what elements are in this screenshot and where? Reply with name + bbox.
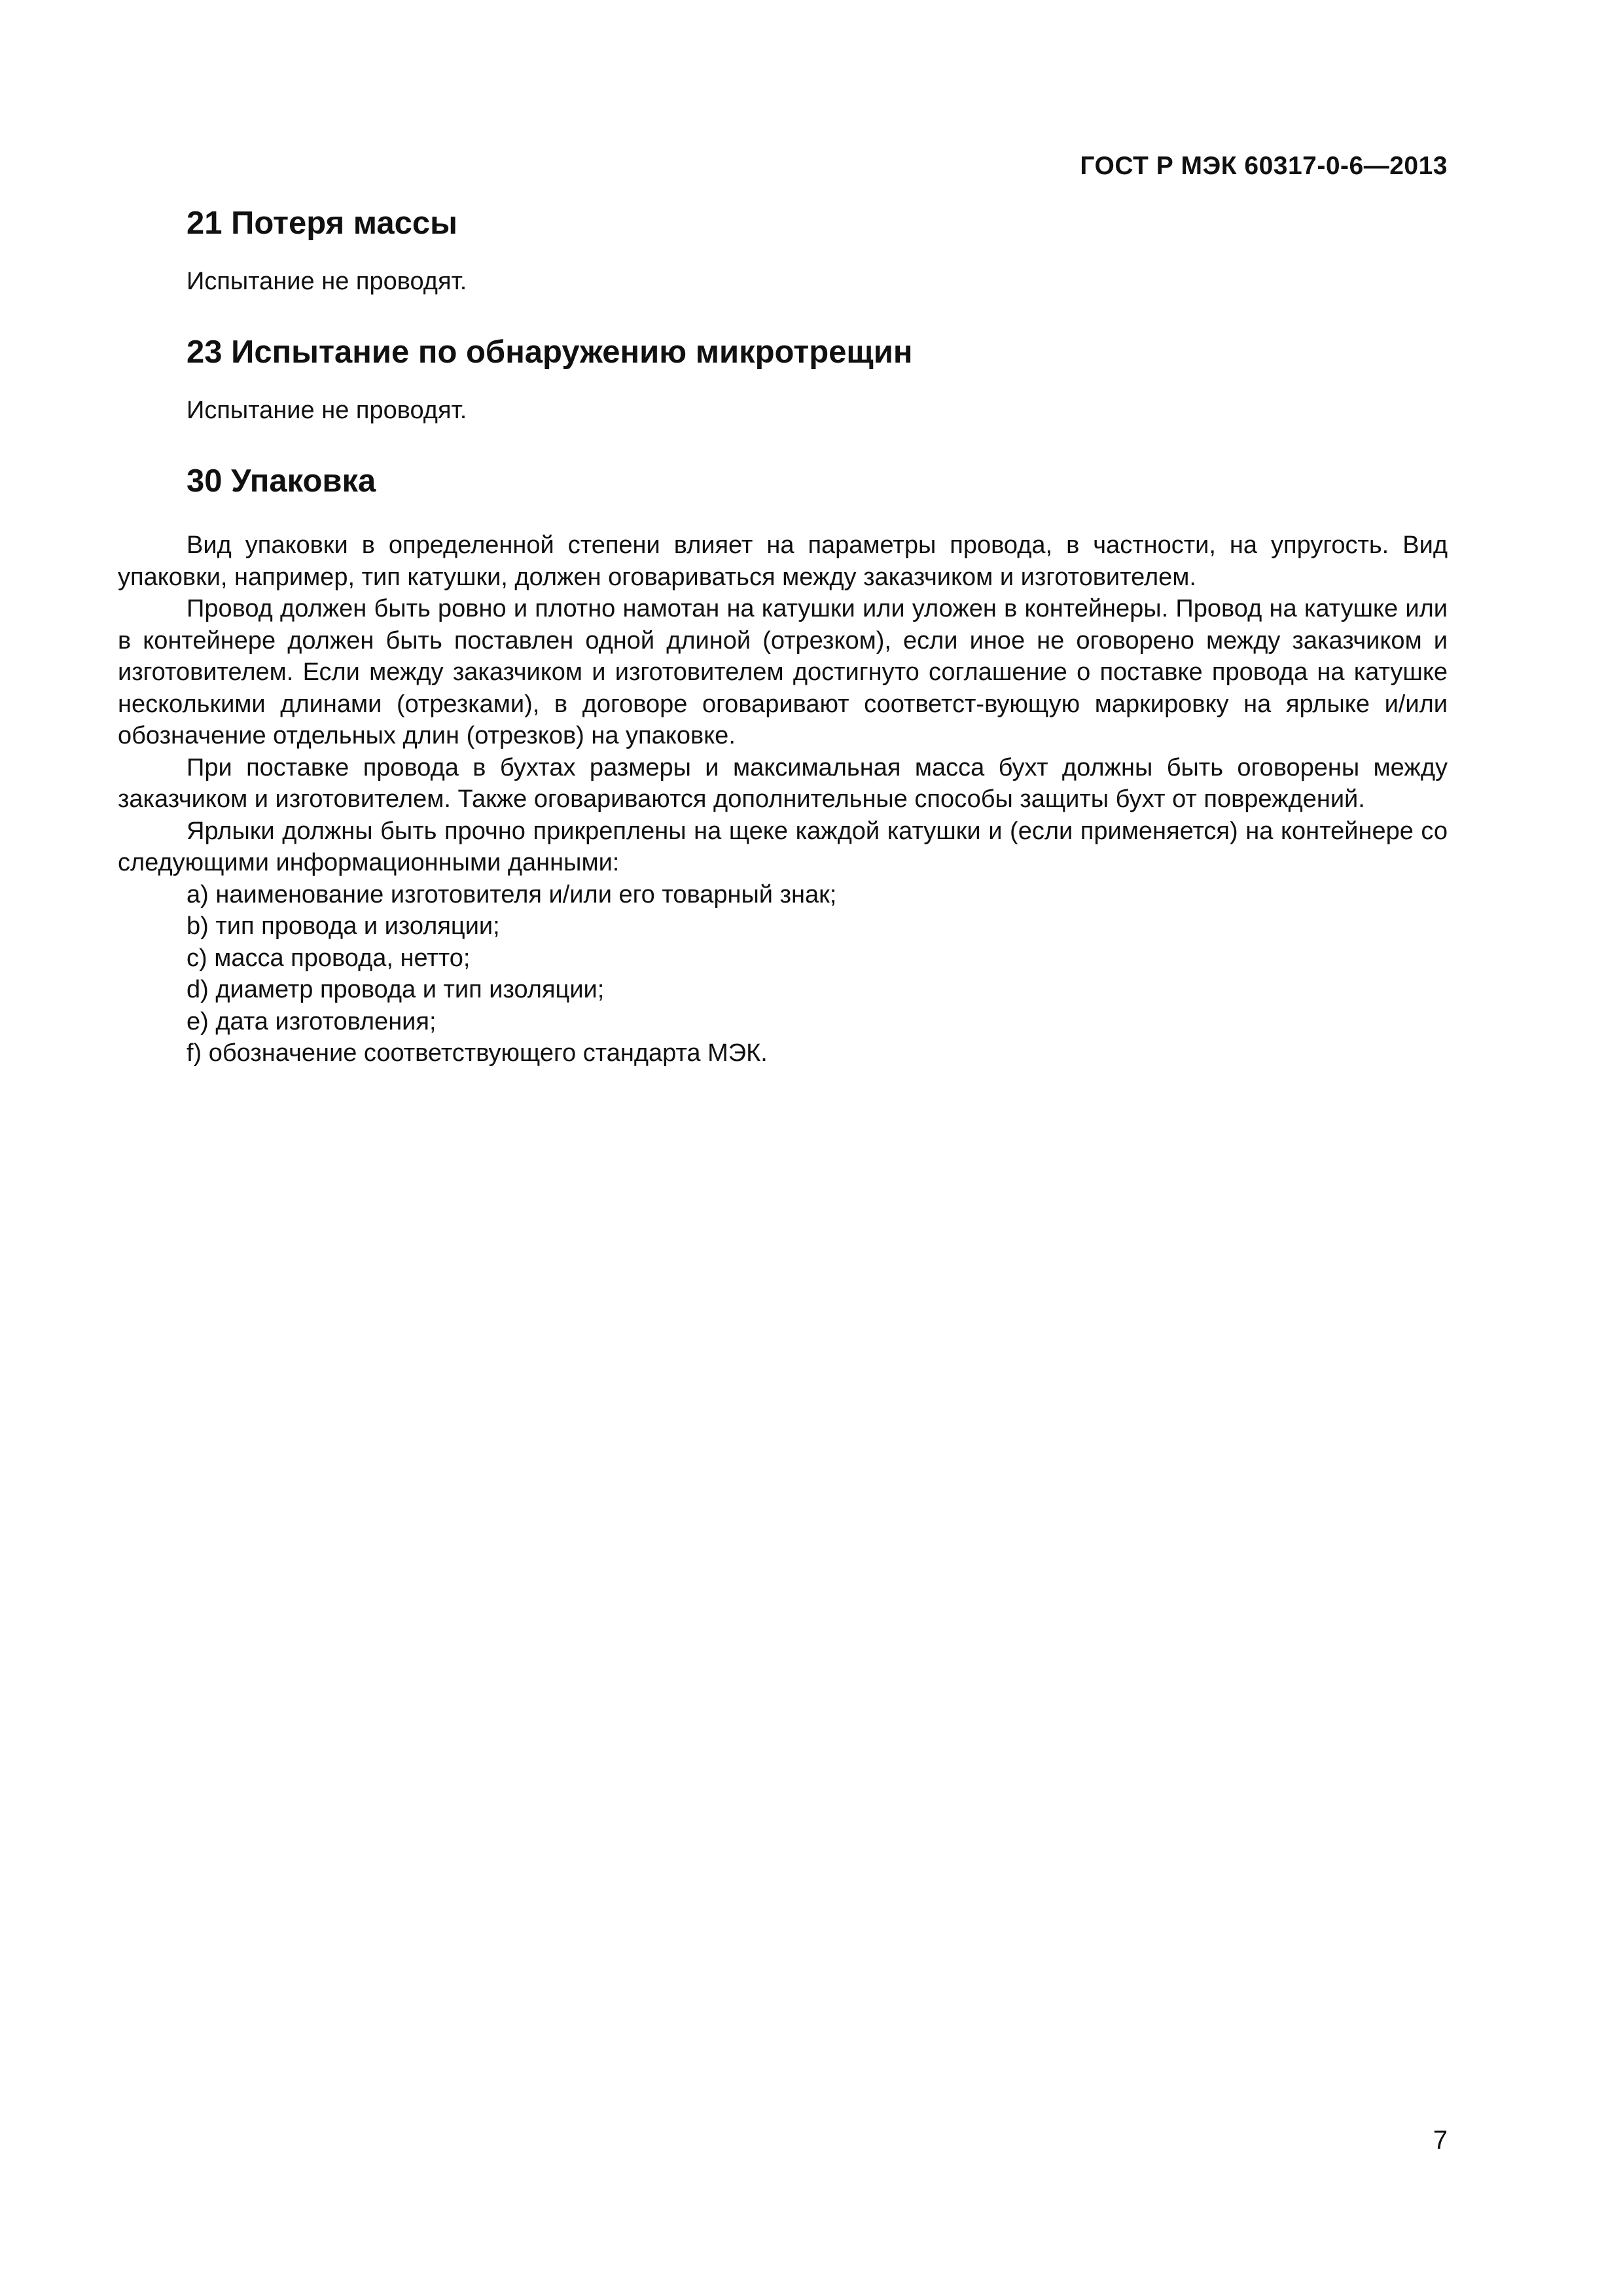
section-23 [118,329,1448,427]
section-body [118,529,1448,1069]
list-item: e) дата изготовления; [187,1007,437,1035]
label-info-list [118,879,1448,1069]
list-item: b) тип провода и изоляции; [187,912,500,940]
section-text: Испытание не проводят. [187,397,467,424]
section-heading: 23 Испытание по обнаружению микротрещин [187,334,913,370]
list-item: a) наименование изготовителя и/или его товарный знак; [187,880,837,908]
section-21 [118,200,1448,298]
section-30 [118,457,1448,1069]
section-text: Испытание не проводят. [187,268,467,295]
list-item: f) обозначение соответствующего стандарта МЭК. [187,1039,768,1067]
page-number: 7 [1433,2126,1448,2155]
document-code: ГОСТ Р МЭК 60317-0-6—2013 [1080,152,1448,180]
paragraph: Вид упаковки в определенной степени влияет на параметры провода, в частности, на упругость. Вид упаковки, например, тип катушки, должен оговариваться между заказчиком и изготовителем. [118,531,1448,591]
paragraph: Ярлыки должны быть прочно прикреплены на щеке каждой катушки и (если применяется) на контейнере со следующими информационными данными: [118,817,1448,876]
section-heading: 21 Потеря массы [187,206,457,241]
document-content [118,200,1448,1069]
paragraph: При поставке провода в бухтах размеры и максимальная масса бухт должны быть оговорены между заказчиком и изготовителем. Также оговариваются дополнительные способы защиты бухт от повреждений. [118,753,1448,813]
list-item: c) масса провода, нетто; [187,944,471,972]
paragraph: Провод должен быть ровно и плотно намотан на катушки или уложен в контейнеры. Провод на катушке или в контейнере должен быть поставлен одной длиной (отрезком), если иное не оговорено между заказчиком и изготовителем. Если между заказчиком и изготовителем достигнуто соглашение о поставке провода на катушке несколькими длинами (отрезками), в договоре оговаривают соответст-вующую маркировку на ярлыке и/или обозначение отдельных длин (отрезков) на упаковке. [118,595,1448,749]
list-item: d) диаметр провода и тип изоляции; [187,976,605,1003]
section-heading: 30 Упаковка [187,463,376,499]
